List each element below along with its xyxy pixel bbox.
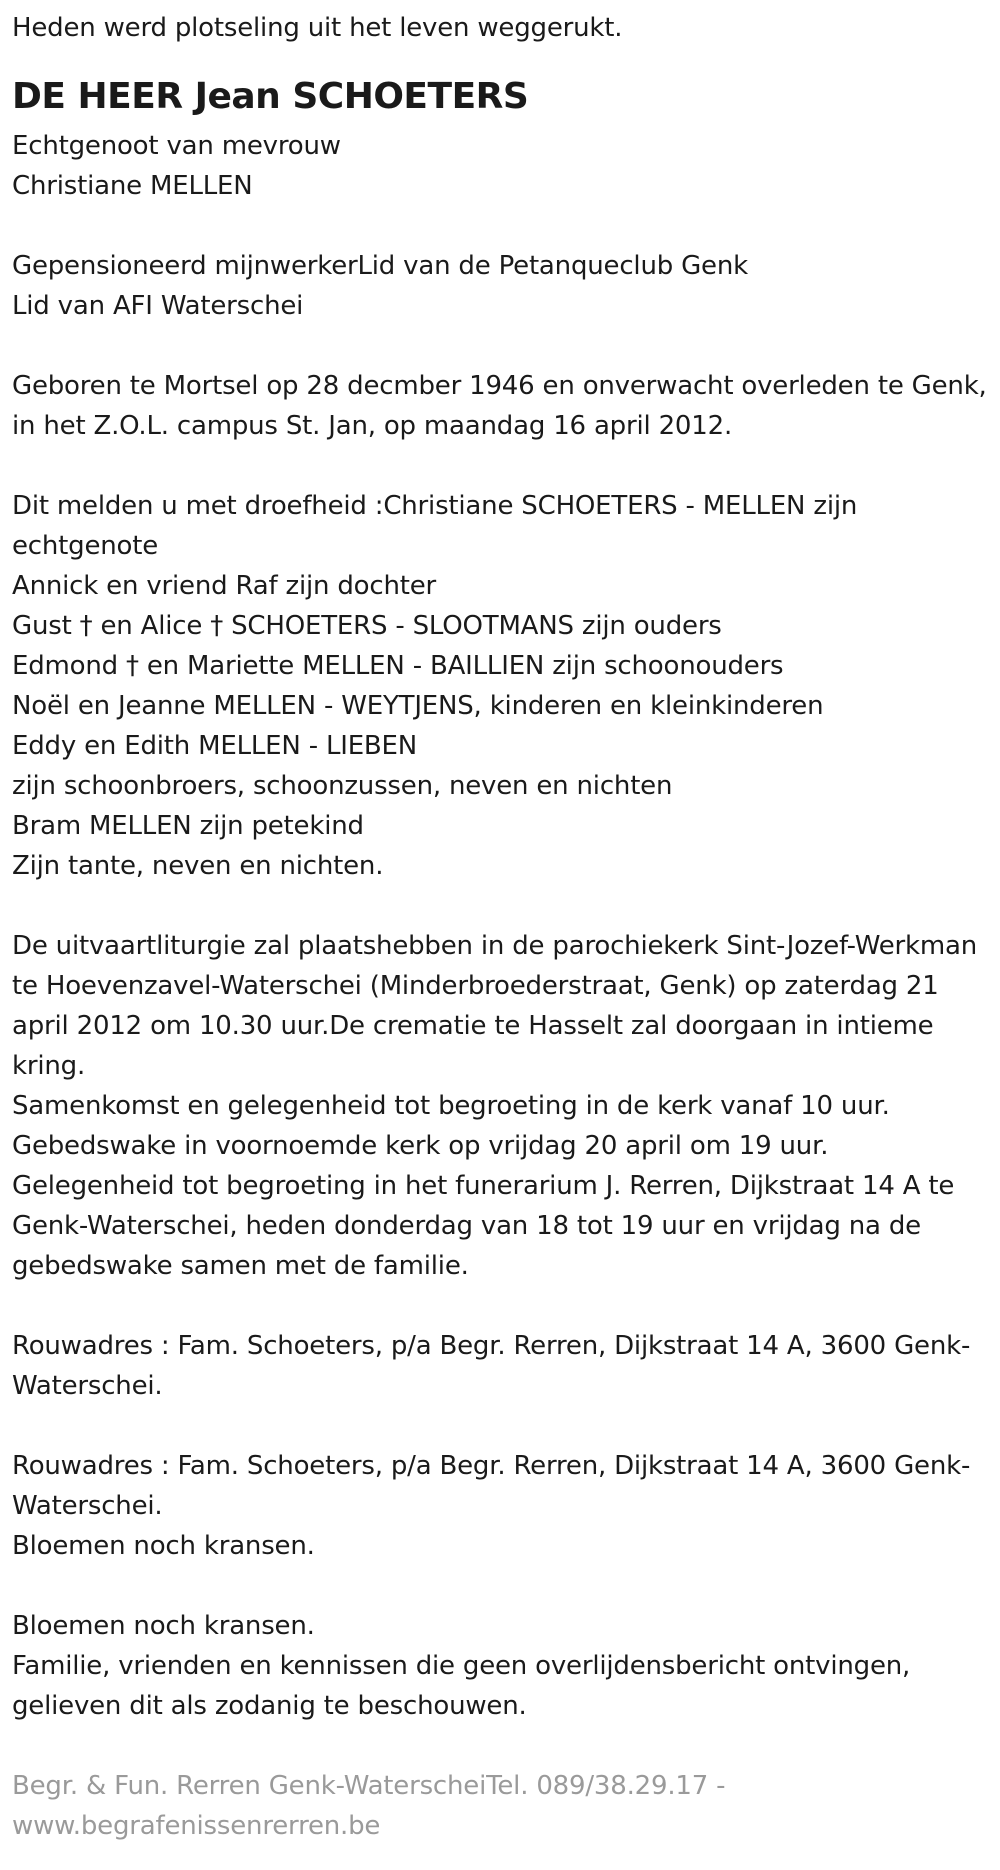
family-line: Noël en Jeanne MELLEN - WEYTJENS, kinderen en kleinkinderen bbox=[12, 691, 824, 721]
flowers-line: Bloemen noch kransen. bbox=[12, 1531, 315, 1561]
birth-death-text: Geboren te Mortsel op 28 decmber 1946 en onverwacht overleden te Genk, in het Z.O.L. campus St. Jan, op maandag 16 april 2012. bbox=[12, 371, 987, 441]
family-line: zijn schoonbroers, schoonzussen, neven en nichten bbox=[12, 771, 673, 801]
spouse-block bbox=[12, 126, 988, 206]
address-block-1 bbox=[12, 1326, 988, 1406]
spouse-line: Christiane MELLEN bbox=[12, 171, 253, 201]
family-line: Zijn tante, neven en nichten. bbox=[12, 851, 384, 881]
funeral-line: De uitvaartliturgie zal plaatshebben in de parochiekerk Sint-Jozef-Werkman te Hoevenzavel-Waterschei (Minderbroederstraat, Genk) op zaterdag 21 april 2012 om 10.30 uur.De crematie te Hasselt zal doorgaan in intieme kring. bbox=[12, 931, 977, 1081]
family-line: Edmond † en Mariette MELLEN - BAILLIEN zijn schoonouders bbox=[12, 651, 784, 681]
address-line: Rouwadres : Fam. Schoeters, p/a Begr. Rerren, Dijkstraat 14 A, 3600 Genk-Waterschei. bbox=[12, 1331, 971, 1401]
intro-text: Heden werd plotseling uit het leven weggerukt. bbox=[12, 13, 623, 43]
closing-block bbox=[12, 1606, 988, 1726]
address-block-2 bbox=[12, 1446, 988, 1566]
funeral-block bbox=[12, 926, 988, 1286]
footer bbox=[12, 1766, 988, 1846]
family-line: Annick en vriend Raf zijn dochter bbox=[12, 571, 437, 601]
spouse-line: Echtgenoot van mevrouw bbox=[12, 131, 341, 161]
occupation-line: Gepensioneerd mijnwerkerLid van de Petanqueclub Genk bbox=[12, 251, 748, 281]
family-line: Eddy en Edith MELLEN - LIEBEN bbox=[12, 731, 418, 761]
occupation-block bbox=[12, 246, 988, 326]
family-line: Bram MELLEN zijn petekind bbox=[12, 811, 364, 841]
birth-death-block bbox=[12, 366, 988, 446]
closing-line: Familie, vrienden en kennissen die geen overlijdensbericht ontvingen, gelieven dit als zodanig te beschouwen. bbox=[12, 1651, 911, 1721]
flowers-line: Bloemen noch kransen. bbox=[12, 1611, 315, 1641]
address-line: Rouwadres : Fam. Schoeters, p/a Begr. Rerren, Dijkstraat 14 A, 3600 Genk-Waterschei. bbox=[12, 1451, 971, 1521]
family-block bbox=[12, 486, 988, 886]
funeral-line: Samenkomst en gelegenheid tot begroeting in de kerk vanaf 10 uur. bbox=[12, 1091, 890, 1121]
deceased-name: DE HEER Jean SCHOETERS bbox=[12, 76, 529, 117]
funeral-line: Gelegenheid tot begroeting in het funerarium J. Rerren, Dijkstraat 14 A te Genk-Waterschei, heden donderdag van 18 tot 19 uur en vrijdag na de gebedswake samen met de familie. bbox=[12, 1171, 955, 1281]
family-line: Dit melden u met droefheid :Christiane SCHOETERS - MELLEN zijn echtgenote bbox=[12, 491, 858, 561]
occupation-line: Lid van AFI Waterschei bbox=[12, 291, 304, 321]
funeral-line: Gebedswake in voornoemde kerk op vrijdag 20 april om 19 uur. bbox=[12, 1131, 829, 1161]
funeral-home-contact: Begr. & Fun. Rerren Genk-WaterscheiTel. 089/38.29.17 - www.begrafenissenrerren.be bbox=[12, 1771, 726, 1841]
family-line: Gust † en Alice † SCHOETERS - SLOOTMANS zijn ouders bbox=[12, 611, 722, 641]
